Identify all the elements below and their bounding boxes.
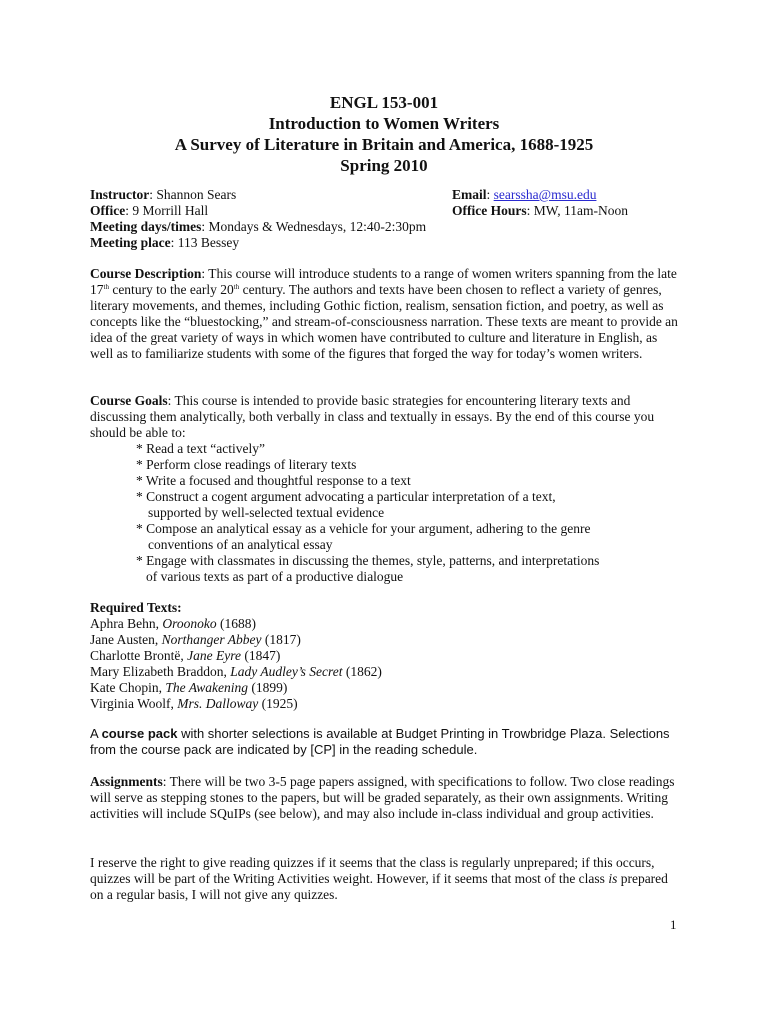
goal-line: * Engage with classmates in discussing the themes, style, patterns, and interpretations bbox=[136, 553, 600, 568]
text-year: (1688) bbox=[216, 616, 256, 631]
required-text-item bbox=[90, 696, 680, 712]
goal-item bbox=[90, 473, 680, 489]
quizzes-emphasis: is bbox=[608, 871, 618, 886]
text-author: Virginia Woolf, bbox=[90, 696, 178, 711]
required-text-item bbox=[90, 648, 680, 664]
goal-line: * Perform close readings of literary texts bbox=[136, 457, 357, 472]
course-term: Spring 2010 bbox=[340, 156, 428, 175]
course-pack-text: with shorter selections is available at Budget Printing in Trowbridge Plaza. Selections from the course pack are indicated by [CP] in the reading schedule. bbox=[90, 726, 670, 757]
meeting-days-value: Mondays & Wednesdays, 12:40-2:30pm bbox=[208, 219, 427, 234]
quizzes bbox=[90, 855, 680, 903]
page-number: 1 bbox=[670, 917, 677, 932]
quizzes-text-2: prepared on a regular basis, I will not give any quizzes. bbox=[90, 871, 668, 902]
text-title: Jane Eyre bbox=[187, 648, 241, 663]
office-hours-label: Office Hours bbox=[452, 203, 527, 218]
text-year: (1899) bbox=[248, 680, 288, 695]
meeting-place-label: Meeting place bbox=[90, 235, 171, 250]
meeting-days-label: Meeting days/times bbox=[90, 219, 202, 234]
course-info: Instructor: Shannon Sears Email: searssha@msu.edu Office: 9 Morrill Hall Office Hours: MW, 11am-Noon Meeting days/times: Mondays & Wednesdays, 12:40-2:30pm Meeting place: 113 Bessey bbox=[90, 187, 628, 250]
course-goals bbox=[90, 393, 680, 585]
text-title: Oroonoko bbox=[162, 616, 217, 631]
text-year: (1862) bbox=[342, 664, 382, 679]
course-description-text-2: century to the early 20 bbox=[108, 282, 234, 297]
superscript-th-1: th bbox=[103, 283, 109, 291]
required-text-item bbox=[90, 616, 680, 632]
text-title: Lady Audley’s Secret bbox=[230, 664, 343, 679]
document-header bbox=[0, 92, 768, 176]
text-author: Jane Austen, bbox=[90, 632, 162, 647]
meeting-place-value: 113 Bessey bbox=[177, 235, 240, 250]
goal-item bbox=[90, 441, 680, 457]
required-text-item bbox=[90, 680, 680, 696]
course-pack-prefix: A bbox=[90, 726, 102, 741]
assignments-label: Assignments bbox=[90, 774, 163, 789]
text-author: Mary Elizabeth Braddon, bbox=[90, 664, 231, 679]
goal-line-continued: supported by well-selected textual evidence bbox=[148, 505, 385, 520]
goal-line: * Construct a cogent argument advocating a particular interpretation of a text, bbox=[136, 489, 556, 504]
superscript-th-2: th bbox=[233, 283, 240, 291]
course-title: Introduction to Women Writers bbox=[268, 114, 500, 133]
required-texts-label: Required Texts: bbox=[90, 600, 182, 615]
goal-item bbox=[90, 489, 680, 521]
email-link[interactable]: searssha@msu.edu bbox=[493, 187, 597, 202]
goal-line: * Write a focused and thoughtful response to a text bbox=[136, 473, 411, 488]
assignments-text: : There will be two 3-5 page papers assigned, with specifications to follow. Two close readings will serve as stepping stones to the papers, but will be graded separately, as their own assignments. Writing activities will include SQuIPs (see below), and may also include in-class individual and group activities. bbox=[90, 774, 675, 821]
instructor-value: Shannon Sears bbox=[156, 187, 237, 202]
required-texts bbox=[90, 600, 680, 712]
assignments bbox=[90, 774, 680, 822]
course-description-text-1: : This course will introduce students to a range of women writers spanning from the late 17 bbox=[90, 266, 677, 297]
goal-line-continued: of various texts as part of a productive dialogue bbox=[146, 569, 404, 584]
office-label: Office bbox=[90, 203, 126, 218]
text-year: (1925) bbox=[258, 696, 298, 711]
instructor-label: Instructor bbox=[90, 187, 150, 202]
text-year: (1847) bbox=[240, 648, 281, 663]
goal-item bbox=[90, 457, 680, 473]
course-pack bbox=[90, 726, 680, 758]
course-description bbox=[90, 266, 680, 362]
text-title: Mrs. Dalloway bbox=[177, 696, 259, 711]
required-text-item bbox=[90, 632, 680, 648]
course-goals-intro: : This course is intended to provide basic strategies for encountering literary texts and discussing them analytically, both verbally in class and textually in essays. By the end of this course you should be able to: bbox=[90, 393, 655, 440]
office-value: 9 Morrill Hall bbox=[132, 203, 209, 218]
goal-item bbox=[90, 521, 680, 553]
course-goals-label: Course Goals bbox=[90, 393, 168, 408]
text-year: (1817) bbox=[261, 632, 301, 647]
goal-line: * Compose an analytical essay as a vehicle for your argument, adhering to the genre bbox=[136, 521, 591, 536]
course-code: ENGL 153-001 bbox=[329, 93, 439, 112]
goal-line-continued: conventions of an analytical essay bbox=[148, 537, 333, 552]
text-author: Aphra Behn, bbox=[90, 616, 163, 631]
goals-list bbox=[90, 441, 680, 585]
course-subtitle: A Survey of Literature in Britain and America, 1688-1925 bbox=[174, 135, 594, 154]
text-author: Charlotte Brontë, bbox=[90, 648, 188, 663]
course-description-text-3: century. The authors and texts have been chosen to reflect a variety of genres, literary movements, and themes, including Gothic fiction, realism, sensation fiction, and poetry, as well as concepts like the “bluestocking,” and stream-of-consciousness narration. These texts are meant to provide an idea of the great variety of ways in which women have contributed to culture and literature in English, as well as to familiarize students with some of the figures that forged the way for today’s women writers. bbox=[90, 282, 678, 361]
text-title: The Awakening bbox=[165, 680, 248, 695]
goal-item bbox=[90, 553, 680, 585]
course-pack-label: course pack bbox=[101, 726, 178, 741]
course-description-label: Course Description bbox=[90, 266, 202, 281]
required-text-item bbox=[90, 664, 680, 680]
quizzes-text-1: I reserve the right to give reading quizzes if it seems that the class is regularly unprepared; if this occurs, quizzes will be part of the Writing Activities weight. However, if it seems that most of the class bbox=[90, 855, 655, 886]
goal-line: * Read a text “actively” bbox=[136, 441, 265, 456]
office-hours-value: MW, 11am-Noon bbox=[533, 203, 628, 218]
email-label: Email bbox=[452, 187, 487, 202]
text-author: Kate Chopin, bbox=[90, 680, 166, 695]
text-title: Northanger Abbey bbox=[161, 632, 262, 647]
